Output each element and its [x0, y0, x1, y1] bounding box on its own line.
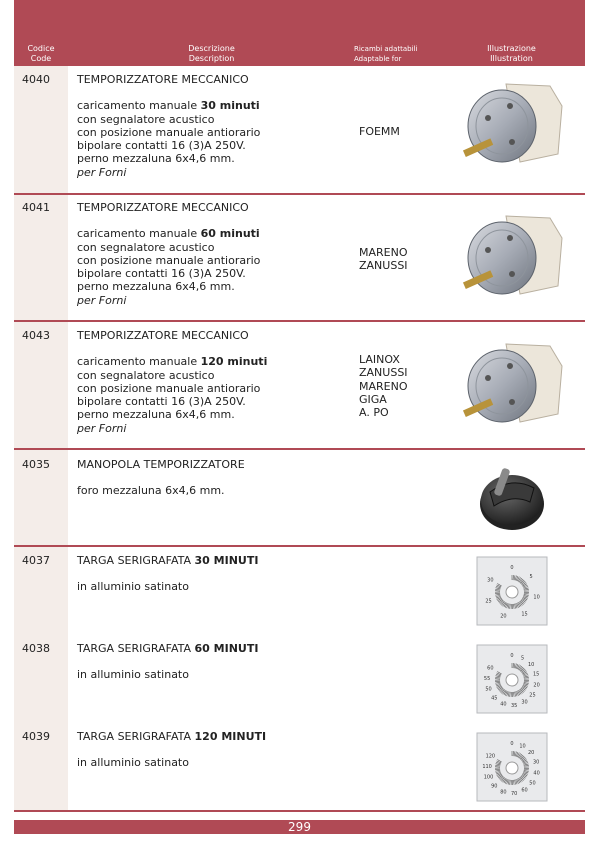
adaptable-brand: MARENO	[359, 246, 408, 259]
desc-line: bipolare contatti 16 (3)A 250V.	[77, 395, 246, 409]
desc-line: con posizione manuale antiorario	[77, 253, 261, 267]
dial-tick-label: 30	[532, 759, 540, 766]
product-description	[77, 730, 357, 770]
dial-plate-icon	[476, 556, 548, 626]
table-header	[14, 0, 585, 66]
desc-line: caricamento manuale 120 minuti	[77, 355, 268, 369]
desc-line: foro mezzaluna 6x4,6 mm.	[77, 484, 225, 498]
desc-line: perno mezzaluna 6x4,6 mm.	[77, 280, 235, 294]
desc-line: caricamento manuale 60 minuti	[77, 227, 260, 241]
dial-tick-label: 70	[510, 790, 518, 797]
header-adaptable	[354, 44, 434, 64]
page-number: 299	[288, 820, 311, 834]
header-adapt-en: Adaptable for	[354, 55, 402, 63]
product-code: 4038	[22, 642, 50, 655]
header-desc-en: Description	[188, 54, 235, 63]
desc-line: perno mezzaluna 6x4,6 mm.	[77, 408, 235, 422]
dial-tick-label: 15	[532, 671, 540, 678]
dial-tick-label: 10	[527, 661, 535, 668]
dial-tick-label: 50	[529, 780, 536, 787]
dial-tick-label: 20	[500, 613, 507, 620]
adaptable-brand: LAINOX	[359, 353, 400, 366]
dial-tick-label: 20	[533, 682, 540, 689]
desc-line: in alluminio satinato	[77, 580, 189, 594]
row-divider	[14, 320, 585, 322]
knob-icon	[476, 462, 548, 534]
dial-tick-label: 10	[519, 743, 526, 750]
dial-tick-label: 55	[483, 675, 491, 682]
product-description	[77, 329, 357, 435]
dial-tick-label: 30	[487, 577, 494, 584]
dial-tick-label: 80	[500, 789, 507, 796]
product-code: 4043	[22, 329, 50, 342]
product-code: 4035	[22, 458, 50, 471]
product-description	[77, 73, 357, 179]
product-title: TEMPORIZZATORE MECCANICO	[77, 73, 249, 86]
header-illus-it: Illustrazione	[487, 44, 536, 53]
desc-note: per Forni	[77, 293, 127, 307]
header-code-en: Code	[30, 54, 52, 63]
adaptable-brand: GIGA	[359, 392, 387, 406]
desc-line: in alluminio satinato	[77, 756, 189, 770]
product-title: TEMPORIZZATORE MECCANICO	[77, 201, 249, 214]
dial-tick-label: 0	[510, 565, 514, 571]
product-code: 4037	[22, 554, 50, 567]
page-footer	[14, 820, 585, 834]
header-description	[144, 44, 279, 64]
dial-tick-label: 60	[487, 665, 494, 672]
dial-tick-label: 40	[500, 701, 507, 708]
desc-line: bipolare contatti 16 (3)A 250V.	[77, 267, 246, 281]
timer-icon	[458, 76, 568, 172]
timer-icon	[458, 208, 568, 304]
product-title: TARGA SERIGRAFATA 120 MINUTI	[77, 730, 267, 743]
product-description	[77, 458, 357, 498]
dial-tick-label: 5	[529, 573, 533, 580]
dial-tick-label: 10	[533, 594, 540, 601]
product-code: 4040	[22, 73, 50, 86]
desc-line: con posizione manuale antiorario	[77, 381, 261, 395]
row-divider	[14, 193, 585, 195]
timer-icon	[458, 336, 568, 432]
dial-tick-label: 120	[485, 753, 496, 760]
desc-note: per Forni	[77, 165, 127, 179]
adaptable-brand: FOEMM	[359, 125, 400, 138]
product-title: TEMPORIZZATORE MECCANICO	[77, 329, 249, 342]
dial-tick-label: 100	[483, 774, 494, 781]
desc-line: perno mezzaluna 6x4,6 mm.	[77, 152, 235, 166]
dial-tick-label: 5	[520, 655, 525, 662]
desc-line: con segnalatore acustico	[77, 240, 215, 254]
dial-tick-label: 0	[510, 653, 514, 659]
adaptable-brand: ZANUSSI	[359, 366, 408, 380]
product-code: 4039	[22, 730, 50, 743]
dial-tick-label: 35	[510, 702, 518, 709]
adaptable-list	[359, 353, 408, 419]
dial-tick-label: 50	[485, 686, 492, 693]
adaptable-brand: A. PO	[359, 406, 389, 420]
header-illustration	[474, 44, 549, 64]
product-title: MANOPOLA TEMPORIZZATORE	[77, 458, 245, 471]
desc-note: per Forni	[77, 421, 127, 435]
desc-line: caricamento manuale 30 minuti	[77, 99, 260, 113]
dial-tick-label: 15	[521, 611, 528, 618]
header-desc-it: Descrizione	[188, 44, 235, 53]
header-adapt-it: Ricambi adattabili	[354, 45, 418, 53]
product-description	[77, 201, 357, 307]
dial-tick-label: 90	[491, 783, 498, 790]
product-title: TARGA SERIGRAFATA 60 MINUTI	[77, 642, 259, 655]
desc-line: con segnalatore acustico	[77, 368, 215, 382]
row-divider	[14, 810, 585, 812]
adaptable-list	[359, 125, 400, 138]
code-column-background	[14, 66, 68, 812]
dial-tick-label: 110	[482, 763, 492, 770]
dial-plate-icon	[476, 644, 548, 714]
product-title: TARGA SERIGRAFATA 30 MINUTI	[77, 554, 259, 567]
row-divider	[14, 545, 585, 547]
dial-tick-label: 45	[491, 695, 498, 702]
dial-tick-label: 25	[529, 692, 536, 699]
row-divider	[14, 448, 585, 450]
header-code	[14, 44, 68, 64]
dial-tick-label: 25	[485, 598, 492, 605]
dial-plate-icon	[476, 732, 548, 802]
adaptable-list	[359, 246, 408, 273]
desc-line: bipolare contatti 16 (3)A 250V.	[77, 139, 246, 153]
header-code-it: Codice	[27, 44, 55, 53]
dial-tick-label: 0	[510, 741, 514, 747]
dial-tick-label: 40	[533, 770, 540, 777]
desc-line: con posizione manuale antiorario	[77, 125, 261, 139]
adaptable-brand: MARENO	[359, 379, 408, 393]
desc-line: in alluminio satinato	[77, 668, 189, 682]
dial-tick-label: 60	[521, 787, 528, 794]
dial-tick-label: 30	[521, 699, 528, 706]
product-description	[77, 554, 357, 594]
header-illus-en: Illustration	[490, 54, 533, 63]
product-code: 4041	[22, 201, 50, 214]
desc-line: con segnalatore acustico	[77, 112, 215, 126]
product-description	[77, 642, 357, 682]
adaptable-brand: ZANUSSI	[359, 259, 408, 273]
dial-tick-label: 20	[527, 749, 535, 756]
